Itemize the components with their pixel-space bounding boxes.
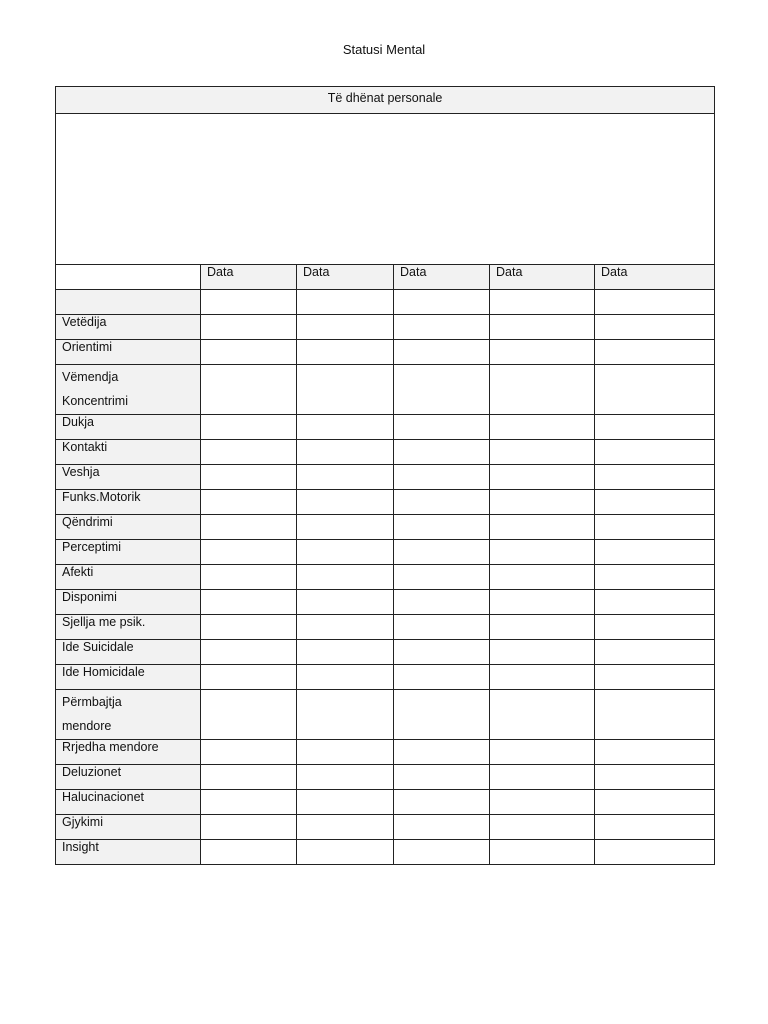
entry-cell[interactable] — [201, 640, 297, 665]
personal-data-area-row — [56, 114, 715, 265]
table-row — [56, 365, 715, 415]
entry-cell[interactable] — [201, 540, 297, 565]
entry-cell[interactable] — [394, 815, 490, 840]
entry-cell[interactable] — [201, 665, 297, 690]
entry-cell[interactable] — [490, 615, 595, 640]
entry-cell[interactable] — [297, 340, 394, 365]
entry-cell[interactable] — [201, 440, 297, 465]
entry-cell[interactable] — [201, 840, 297, 865]
entry-cell[interactable] — [201, 340, 297, 365]
entry-cell[interactable] — [595, 415, 715, 440]
entry-cell[interactable] — [297, 690, 394, 740]
entry-cell[interactable] — [490, 515, 595, 540]
row-label: Qëndrimi — [56, 515, 201, 540]
entry-cell[interactable] — [595, 540, 715, 565]
entry-cell[interactable] — [297, 640, 394, 665]
entry-cell[interactable] — [595, 590, 715, 615]
entry-cell[interactable] — [595, 615, 715, 640]
date-header-2: Data — [297, 265, 394, 290]
row-label-line: Koncentrimi — [62, 394, 128, 408]
entry-cell[interactable] — [297, 515, 394, 540]
row-label: Orientimi — [56, 340, 201, 365]
entry-cell[interactable] — [201, 365, 297, 415]
entry-cell[interactable] — [297, 365, 394, 415]
row-label: Rrjedha mendore — [56, 740, 201, 765]
entry-cell[interactable] — [394, 615, 490, 640]
entry-cell[interactable] — [297, 290, 394, 315]
entry-cell[interactable] — [201, 465, 297, 490]
table-row — [56, 315, 715, 340]
entry-cell[interactable] — [490, 465, 595, 490]
entry-cell[interactable] — [297, 740, 394, 765]
entry-cell[interactable] — [490, 415, 595, 440]
entry-cell[interactable] — [297, 565, 394, 590]
entry-cell[interactable] — [490, 815, 595, 840]
entry-cell[interactable] — [394, 790, 490, 815]
entry-cell[interactable] — [201, 690, 297, 740]
row-label — [56, 365, 201, 415]
entry-cell[interactable] — [595, 740, 715, 765]
date-header-3: Data — [394, 265, 490, 290]
date-header-4: Data — [490, 265, 595, 290]
entry-cell[interactable] — [490, 315, 595, 340]
entry-cell[interactable] — [595, 315, 715, 340]
table-row — [56, 590, 715, 615]
row-label: Ide Suicidale — [56, 640, 201, 665]
entry-cell[interactable] — [394, 515, 490, 540]
entry-cell[interactable] — [595, 565, 715, 590]
entry-cell[interactable] — [297, 790, 394, 815]
entry-cell[interactable] — [201, 790, 297, 815]
table-row — [56, 465, 715, 490]
entry-cell[interactable] — [490, 590, 595, 615]
entry-cell[interactable] — [490, 490, 595, 515]
row-label: Insight — [56, 840, 201, 865]
table-row — [56, 690, 715, 740]
entry-cell[interactable] — [490, 290, 595, 315]
table-row — [56, 615, 715, 640]
entry-cell[interactable] — [490, 640, 595, 665]
entry-cell[interactable] — [595, 515, 715, 540]
row-label: Dukja — [56, 415, 201, 440]
entry-cell[interactable] — [490, 540, 595, 565]
row-label — [56, 690, 201, 740]
entry-cell[interactable] — [490, 690, 595, 740]
row-label: Sjellja me psik. — [56, 615, 201, 640]
entry-cell[interactable] — [490, 365, 595, 415]
entry-cell[interactable] — [490, 440, 595, 465]
row-label-line: mendore — [62, 719, 112, 733]
entry-cell[interactable] — [297, 490, 394, 515]
entry-cell[interactable] — [201, 290, 297, 315]
entry-cell[interactable] — [490, 665, 595, 690]
row-label: Veshja — [56, 465, 201, 490]
entry-cell[interactable] — [201, 590, 297, 615]
entry-cell[interactable] — [297, 440, 394, 465]
date-header-1: Data — [201, 265, 297, 290]
entry-cell[interactable] — [297, 765, 394, 790]
mental-status-table — [55, 86, 715, 865]
row-label: Disponimi — [56, 590, 201, 615]
entry-cell[interactable] — [595, 490, 715, 515]
entry-cell[interactable] — [394, 640, 490, 665]
entry-cell[interactable] — [595, 765, 715, 790]
entry-cell[interactable] — [595, 340, 715, 365]
entry-cell[interactable] — [595, 440, 715, 465]
entry-cell[interactable] — [201, 490, 297, 515]
entry-cell[interactable] — [595, 790, 715, 815]
entry-cell[interactable] — [595, 365, 715, 415]
entry-cell[interactable] — [394, 415, 490, 440]
row-label: Funks.Motorik — [56, 490, 201, 515]
entry-cell[interactable] — [297, 840, 394, 865]
row-label: Halucinacionet — [56, 790, 201, 815]
row-label: Ide Homicidale — [56, 665, 201, 690]
entry-cell[interactable] — [201, 615, 297, 640]
entry-cell[interactable] — [201, 765, 297, 790]
personal-data-header-row — [56, 87, 715, 114]
personal-data-area[interactable] — [56, 114, 715, 265]
entry-cell[interactable] — [297, 415, 394, 440]
entry-cell[interactable] — [394, 840, 490, 865]
table-row — [56, 340, 715, 365]
entry-cell[interactable] — [595, 840, 715, 865]
row-label: Vetëdija — [56, 315, 201, 340]
table-row — [56, 740, 715, 765]
entry-cell[interactable] — [394, 315, 490, 340]
entry-cell[interactable] — [297, 465, 394, 490]
entry-cell[interactable] — [394, 690, 490, 740]
table-row — [56, 840, 715, 865]
entry-cell[interactable] — [394, 565, 490, 590]
entry-cell[interactable] — [297, 590, 394, 615]
entry-cell[interactable] — [394, 465, 490, 490]
entry-cell[interactable] — [490, 790, 595, 815]
row-label: Afekti — [56, 565, 201, 590]
date-header-row — [56, 265, 715, 290]
entry-cell[interactable] — [595, 465, 715, 490]
row-label: Deluzionet — [56, 765, 201, 790]
entry-cell[interactable] — [201, 415, 297, 440]
entry-cell[interactable] — [297, 540, 394, 565]
entry-cell[interactable] — [595, 290, 715, 315]
entry-cell[interactable] — [394, 340, 490, 365]
entry-cell[interactable] — [595, 640, 715, 665]
date-header-5: Data — [595, 265, 715, 290]
entry-cell[interactable] — [490, 740, 595, 765]
document-title: Statusi Mental — [342, 42, 426, 57]
entry-cell[interactable] — [595, 690, 715, 740]
entry-cell[interactable] — [394, 540, 490, 565]
table-row — [56, 640, 715, 665]
row-label — [56, 290, 201, 315]
table-row — [56, 565, 715, 590]
entry-cell[interactable] — [394, 740, 490, 765]
entry-cell[interactable] — [394, 765, 490, 790]
row-label: Kontakti — [56, 440, 201, 465]
table-row — [56, 765, 715, 790]
table-row — [56, 415, 715, 440]
row-label-line: Vëmendja — [62, 370, 119, 384]
entry-cell[interactable] — [297, 815, 394, 840]
entry-cell[interactable] — [297, 315, 394, 340]
table-row — [56, 515, 715, 540]
entry-cell[interactable] — [490, 565, 595, 590]
row-label: Perceptimi — [56, 540, 201, 565]
entry-cell[interactable] — [201, 315, 297, 340]
entry-cell[interactable] — [394, 490, 490, 515]
header-empty-cell — [56, 265, 201, 290]
entry-cell[interactable] — [394, 440, 490, 465]
table-row — [56, 440, 715, 465]
entry-cell[interactable] — [201, 565, 297, 590]
table-row — [56, 790, 715, 815]
row-label-line: Përmbajtja — [62, 695, 122, 709]
entry-cell[interactable] — [201, 515, 297, 540]
entry-cell[interactable] — [297, 615, 394, 640]
table-row — [56, 540, 715, 565]
entry-cell[interactable] — [394, 590, 490, 615]
entry-cell[interactable] — [595, 815, 715, 840]
entry-cell[interactable] — [490, 765, 595, 790]
table-row — [56, 290, 715, 315]
table-row — [56, 490, 715, 515]
table-row — [56, 665, 715, 690]
personal-data-header: Të dhënat personale — [56, 87, 715, 114]
entry-cell[interactable] — [490, 340, 595, 365]
entry-cell[interactable] — [394, 290, 490, 315]
entry-cell[interactable] — [394, 665, 490, 690]
entry-cell[interactable] — [201, 740, 297, 765]
table-row — [56, 815, 715, 840]
row-label: Gjykimi — [56, 815, 201, 840]
entry-cell[interactable] — [297, 665, 394, 690]
entry-cell[interactable] — [201, 815, 297, 840]
entry-cell[interactable] — [394, 365, 490, 415]
entry-cell[interactable] — [490, 840, 595, 865]
entry-cell[interactable] — [595, 665, 715, 690]
